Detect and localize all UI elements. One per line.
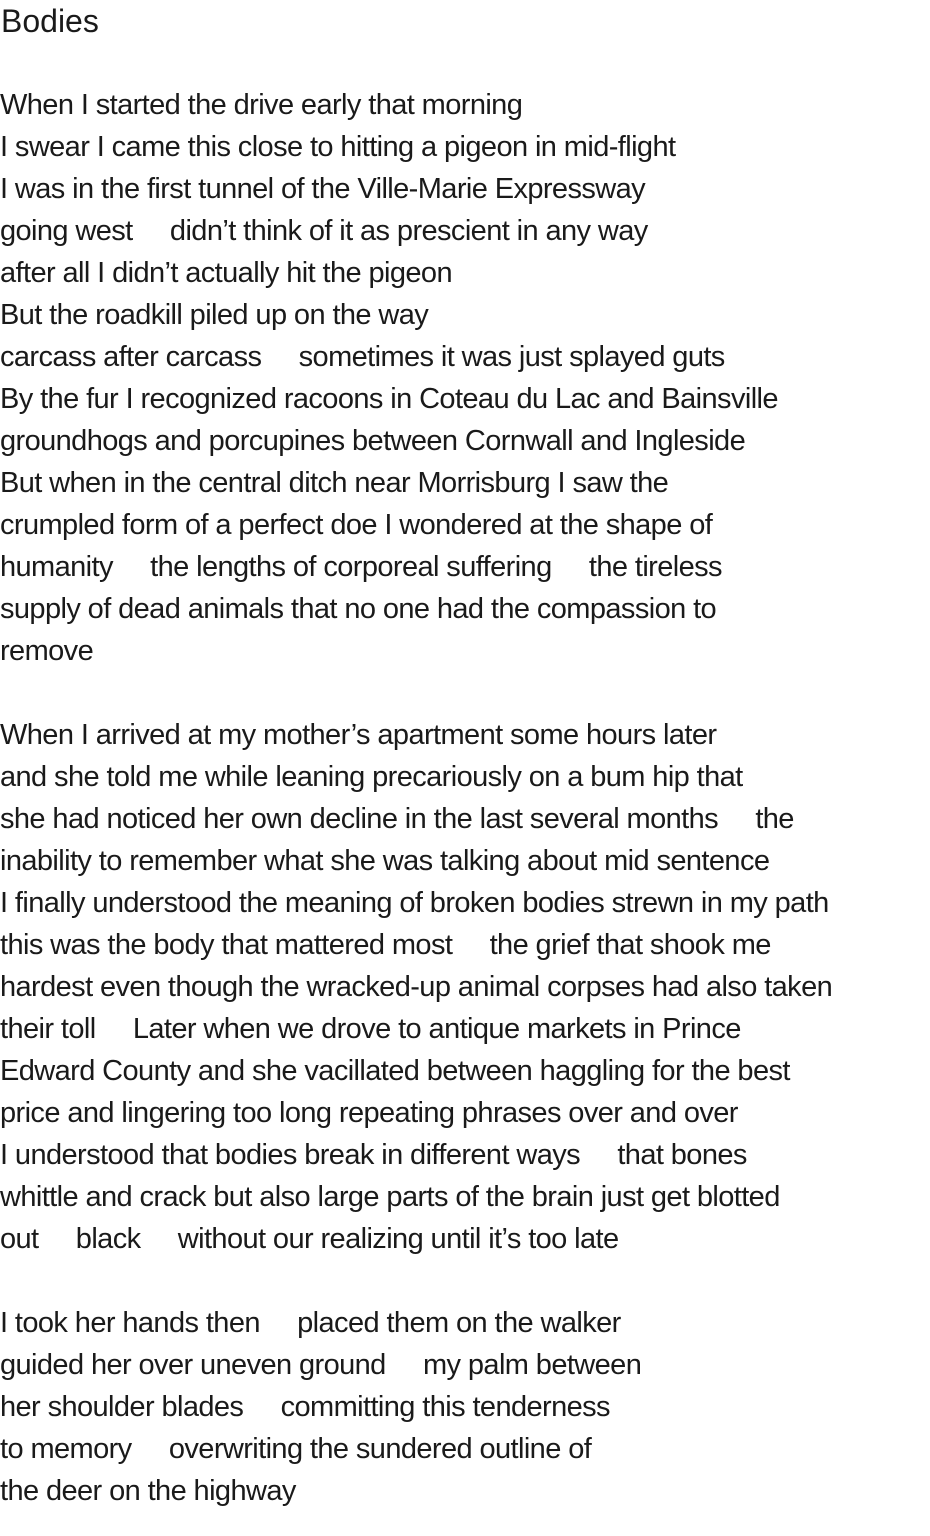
poem-line: crumpled form of a perfect doe I wondered at the shape of (0, 509, 713, 541)
stanza-3 (0, 1302, 930, 1512)
poem-line: supply of dead animals that no one had the compassion to (0, 593, 717, 625)
poem-line: But when in the central ditch near Morrisburg I saw the (0, 467, 669, 499)
poem-title: Bodies (1, 3, 99, 39)
poem-line: their toll Later when we drove to antique markets in Prince (0, 1013, 741, 1045)
poem-line: hardest even though the wracked-up animal corpses had also taken (0, 971, 833, 1003)
poem-line: out black without our realizing until it’s too late (0, 1223, 619, 1255)
poem-line: But the roadkill piled up on the way (0, 299, 429, 331)
poem-line: I was in the first tunnel of the Ville-Marie Expressway (0, 173, 646, 205)
poem-line: her shoulder blades committing this tenderness (0, 1391, 610, 1423)
poem-line: groundhogs and porcupines between Cornwall and Ingleside (0, 425, 746, 457)
poem-line: I took her hands then placed them on the walker (0, 1307, 621, 1339)
poem-line: remove (0, 635, 94, 667)
poem-line: inability to remember what she was talking about mid sentence (0, 845, 770, 877)
poem-line: to memory overwriting the sundered outline of (0, 1433, 592, 1465)
stanza-2 (0, 714, 930, 1260)
poem-line: Edward County and she vacillated between haggling for the best (0, 1055, 790, 1087)
poem-line: I swear I came this close to hitting a pigeon in mid-flight (0, 131, 676, 163)
poem-line: When I arrived at my mother’s apartment some hours later (0, 719, 717, 751)
poem-line: When I started the drive early that morning (0, 89, 523, 121)
poem-line: I finally understood the meaning of broken bodies strewn in my path (0, 887, 829, 919)
poem-line: and she told me while leaning precariously on a bum hip that (0, 761, 743, 793)
stanza-1 (0, 84, 930, 672)
poem-line: this was the body that mattered most the grief that shook me (0, 929, 771, 961)
poem-body (0, 84, 930, 1512)
poem-line: whittle and crack but also large parts of the brain just get blotted (0, 1181, 780, 1213)
poem-line: going west didn’t think of it as prescient in any way (0, 215, 648, 247)
poem-line: guided her over uneven ground my palm between (0, 1349, 642, 1381)
poem-line: By the fur I recognized racoons in Coteau du Lac and Bainsville (0, 383, 778, 415)
poem-line: price and lingering too long repeating phrases over and over (0, 1097, 738, 1129)
poem-line: carcass after carcass sometimes it was just splayed guts (0, 341, 725, 373)
poem-line: humanity the lengths of corporeal suffering the tireless (0, 551, 722, 583)
poem-line: the deer on the highway (0, 1475, 296, 1507)
poem-line: after all I didn’t actually hit the pigeon (0, 257, 452, 289)
poem-line: I understood that bodies break in different ways that bones (0, 1139, 747, 1171)
poem-line: she had noticed her own decline in the last several months the (0, 803, 794, 835)
